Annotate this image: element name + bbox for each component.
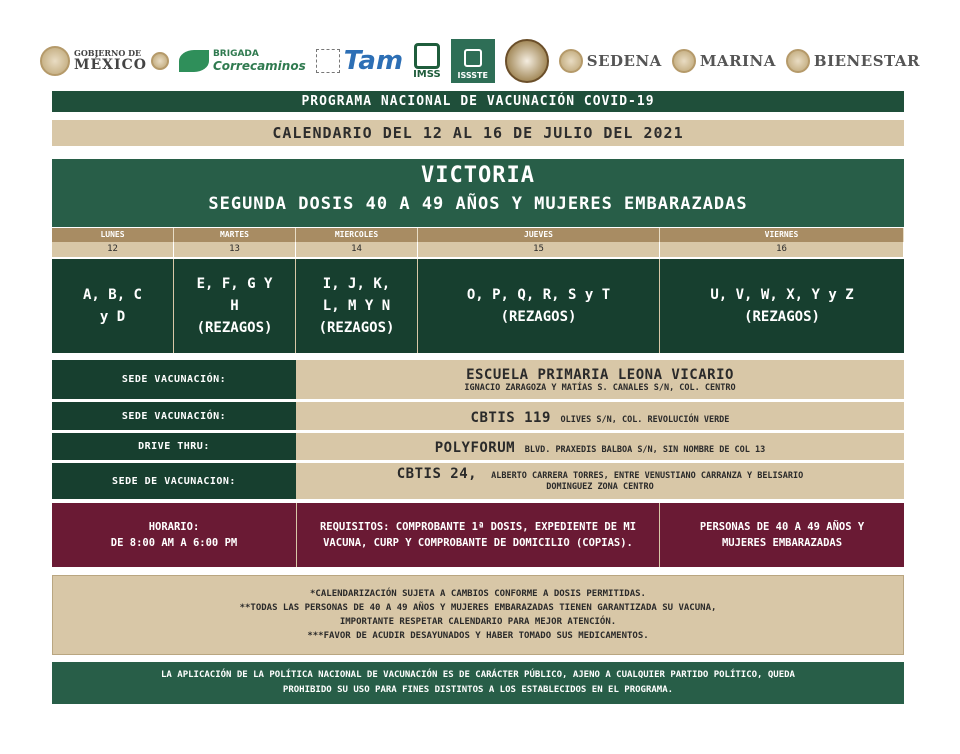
dose-subtitle: SEGUNDA DOSIS 40 A 49 AÑOS Y MUJERES EMBARAZADAS <box>208 194 748 214</box>
bienestar-seal-icon <box>786 49 810 73</box>
letters-tuesday: E, F, G Y H (REZAGOS) <box>174 259 296 353</box>
logo-bar <box>40 38 920 84</box>
sede-name: CBTIS 24, <box>396 466 478 482</box>
tamaulipas-logo: Tam <box>316 46 403 76</box>
day-number: 16 <box>660 242 904 257</box>
letters-friday: U, V, W, X, Y y Z (REZAGOS) <box>710 287 854 325</box>
brigada-correcaminos-logo: BRIGADA Correcaminos <box>179 49 306 73</box>
day-number: 15 <box>418 242 660 257</box>
schedule-title: HORARIO: <box>148 521 200 533</box>
sede-value <box>296 433 904 460</box>
city-name: VICTORIA <box>421 163 535 188</box>
sede-row <box>52 463 904 499</box>
day-name: JUEVES <box>418 228 660 242</box>
letter-groups <box>52 259 904 353</box>
day-number: 14 <box>296 242 418 257</box>
sede-address: OLIVES S/N, COL. REVOLUCIÓN VERDE <box>560 414 730 425</box>
sede-address: ALBERTO CARRERA TORRES, ENTRE VENUSTIANO CARRANZA Y BELISARIO <box>491 471 804 481</box>
footer-line: PROHIBIDO SU USO PARA FINES DISTINTOS A LOS ESTABLECIDOS EN EL PROGRAMA. <box>282 685 674 695</box>
day-name: LUNES <box>52 228 174 242</box>
requirements-box <box>296 503 660 567</box>
day-headers <box>52 228 904 257</box>
note-line: IMPORTANTE RESPETAR CALENDARIO PARA MEJOR ATENCIÓN. <box>339 617 617 627</box>
imss-logo: IMSS <box>413 43 441 80</box>
letters-thursday: O, P, Q, R, S y T (REZAGOS) <box>418 259 660 353</box>
issste-symbol-icon <box>464 49 482 67</box>
day-name: VIERNES <box>660 228 904 242</box>
notes-box <box>52 575 904 655</box>
sede-name: POLYFORUM <box>434 440 516 456</box>
marina-logo: MARINA <box>672 49 776 73</box>
schedule-hours: DE 8:00 AM A 6:00 PM <box>110 537 238 549</box>
sede-label: SEDE VACUNACIÓN: <box>52 360 296 399</box>
leaf-icon <box>179 50 209 72</box>
day-number: 13 <box>174 242 296 257</box>
legal-footer <box>52 662 904 704</box>
national-seal-icon <box>505 39 549 83</box>
day-name: MARTES <box>174 228 296 242</box>
bienestar-logo: BIENESTAR <box>786 49 920 73</box>
issste-logo: ISSSTE <box>451 39 495 83</box>
day-name: MIERCOLES <box>296 228 418 242</box>
program-title: PROGRAMA NACIONAL DE VACUNACIÓN COVID-19 <box>52 91 904 112</box>
sede-address: IGNACIO ZARAGOZA Y MATÍAS S. CANALES S/N, COL. CENTRO <box>464 382 736 393</box>
sede-value <box>296 463 904 499</box>
footer-line: LA APLICACIÓN DE LA POLÍTICA NACIONAL DE VACUNACIÓN ES DE CARÁCTER PÚBLICO, AJENO A CUALQUIER PARTIDO POLÍTICO, QUEDA <box>161 670 795 680</box>
note-line: *CALENDARIZACIÓN SUJETA A CAMBIOS CONFORME A DOSIS PERMITIDAS. <box>310 589 646 599</box>
location-header <box>52 159 904 227</box>
sede-value <box>296 360 904 399</box>
gobierno-mexico-logo: GOBIERNO DE MÉXICO <box>40 46 169 76</box>
sede-label: DRIVE THRU: <box>52 433 296 460</box>
schedule-box <box>52 503 296 567</box>
marina-seal-icon <box>672 49 696 73</box>
mexico-seal-icon <box>40 46 70 76</box>
population-text: PERSONAS DE 40 A 49 AÑOS Y MUJERES EMBARAZADAS <box>699 521 865 549</box>
tamaulipas-crest-icon <box>316 49 340 73</box>
population-box <box>660 503 904 567</box>
sede-name: ESCUELA PRIMARIA LEONA VICARIO <box>466 366 734 383</box>
sedena-seal-icon <box>559 49 583 73</box>
sedena-logo: SEDENA <box>559 49 662 73</box>
letters-monday: A, B, C y D <box>52 259 174 353</box>
imss-eagle-icon <box>414 43 440 69</box>
drive-thru-row <box>52 433 904 460</box>
mexico-seal-small-icon <box>151 52 169 70</box>
sede-label: SEDE VACUNACIÓN: <box>52 402 296 430</box>
sede-value <box>296 402 904 430</box>
sede-address: BLVD. PRAXEDIS BALBOA S/N, SIN NOMBRE DE COL 13 <box>524 445 766 455</box>
sede-address-line2: DOMINGUEZ ZONA CENTRO <box>546 482 654 492</box>
info-row <box>52 503 904 567</box>
calendar-title: CALENDARIO DEL 12 AL 16 DE JULIO DEL 2021 <box>52 120 904 146</box>
sede-label: SEDE DE VACUNACION: <box>52 463 296 499</box>
note-line: **TODAS LAS PERSONAS DE 40 A 49 AÑOS Y MUJERES EMBARAZADAS TIENEN GARANTIZADA SU VACUNA, <box>239 603 717 613</box>
sede-name: CBTIS 119 <box>470 409 551 426</box>
sede-row <box>52 402 904 430</box>
day-number: 12 <box>52 242 174 257</box>
sede-row <box>52 360 904 399</box>
requirements-text: REQUISITOS: COMPROBANTE 1ª DOSIS, EXPEDIENTE DE MI VACUNA, CURP Y COMPROBANTE DE DOMICILIO (COPIAS). <box>319 521 637 549</box>
note-line: ***FAVOR DE ACUDIR DESAYUNADOS Y HABER TOMADO SUS MEDICAMENTOS. <box>307 631 649 641</box>
letters-wednesday: I, J, K, L, M Y N (REZAGOS) <box>296 259 418 353</box>
